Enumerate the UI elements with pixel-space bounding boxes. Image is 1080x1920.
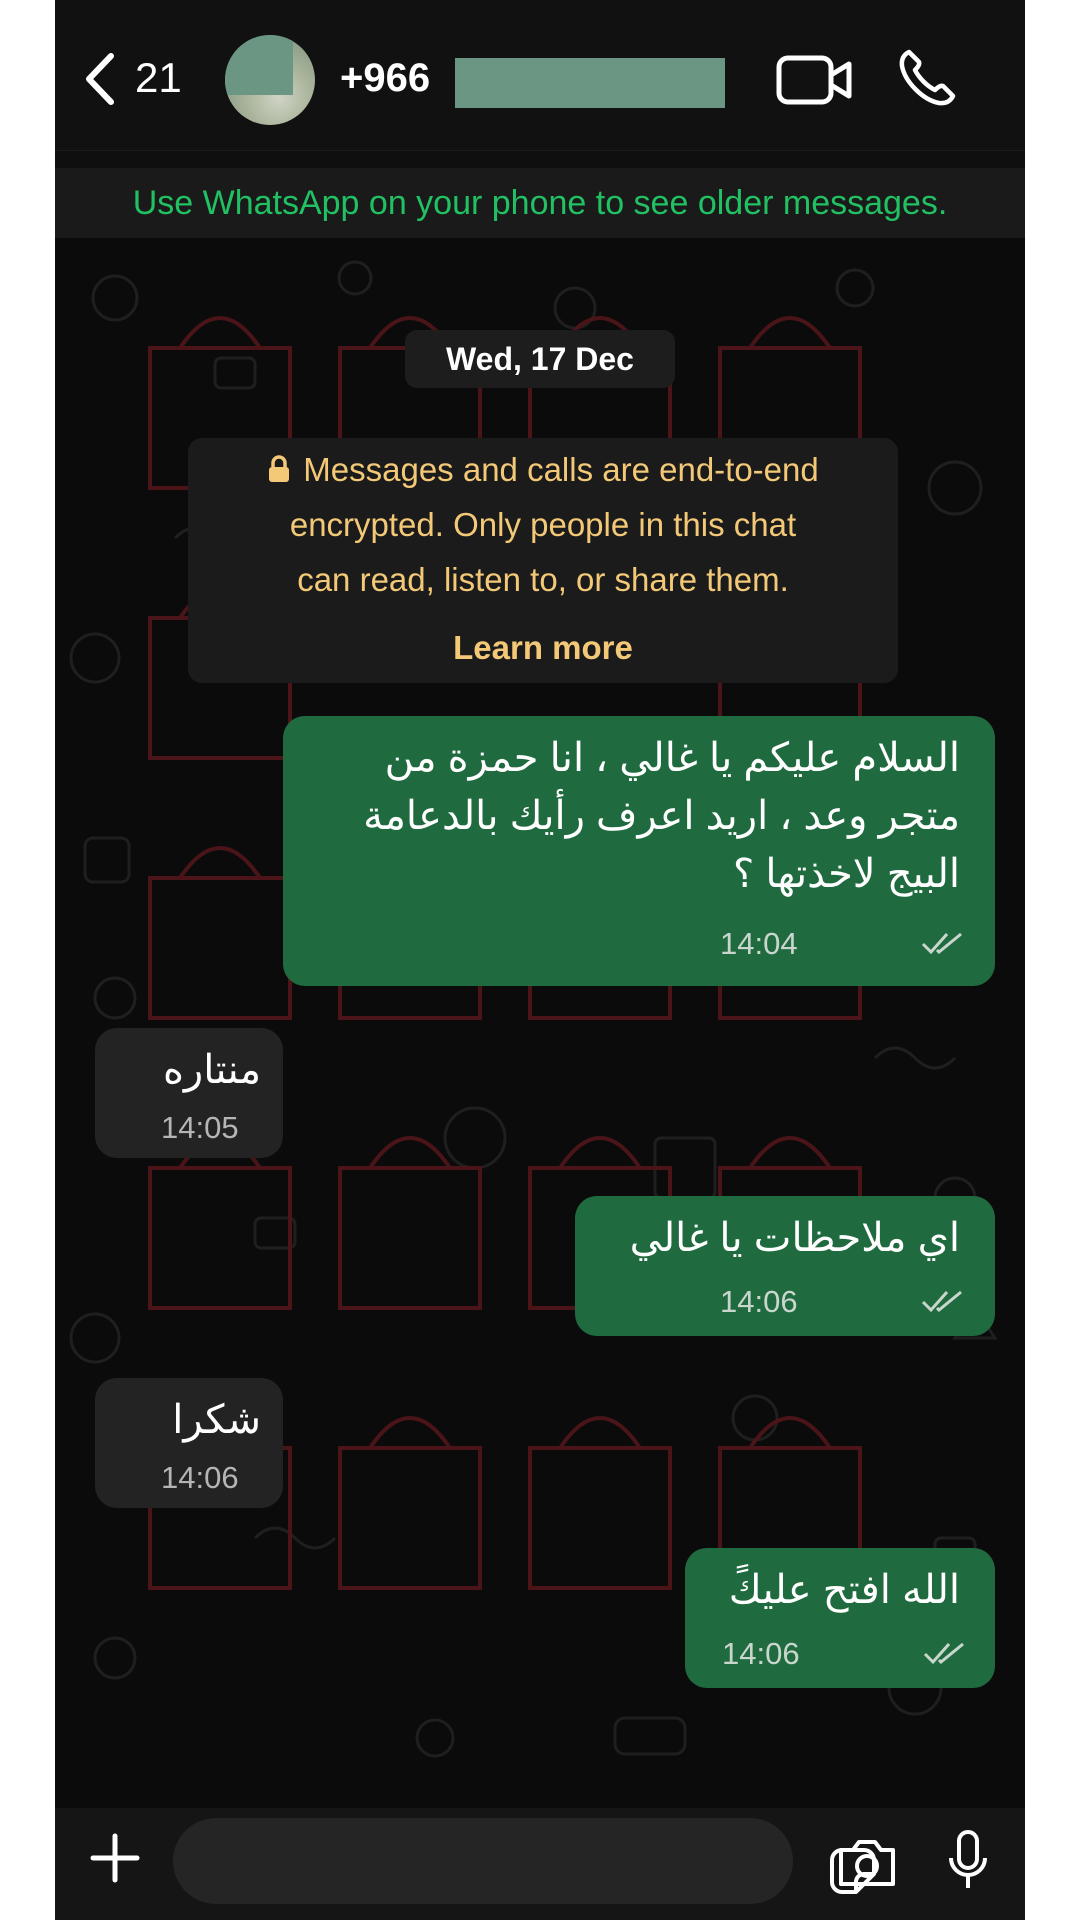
message-text: منتاره xyxy=(162,1048,261,1092)
learn-more-link[interactable]: Learn more xyxy=(453,629,633,666)
phone-icon xyxy=(895,46,959,110)
encryption-line-3: can read, listen to, or share them. xyxy=(297,561,789,598)
message-bubble-outgoing[interactable] xyxy=(283,716,995,986)
double-check-icon xyxy=(923,1638,969,1668)
message-text: شكرا xyxy=(172,1398,261,1442)
voice-call-button[interactable] xyxy=(895,46,959,110)
video-call-button[interactable] xyxy=(775,48,855,112)
attach-button[interactable] xyxy=(87,1830,143,1886)
encryption-line-1-text: Messages and calls are end-to-end xyxy=(303,451,819,488)
header-divider xyxy=(55,150,1025,169)
camera-icon xyxy=(835,1834,899,1890)
encryption-line-2: encrypted. Only people in this chat xyxy=(289,506,797,543)
older-messages-text: Use WhatsApp on your phone to see older messages. xyxy=(132,184,948,222)
microphone-icon xyxy=(945,1828,991,1894)
message-time: 14:06 xyxy=(722,1636,800,1671)
redacted-number xyxy=(455,58,725,108)
contact-number[interactable]: +966 xyxy=(340,56,431,100)
encryption-line-1 xyxy=(188,450,898,490)
message-input[interactable] xyxy=(173,1818,793,1904)
video-camera-icon xyxy=(775,48,855,112)
back-button[interactable] xyxy=(77,44,127,114)
message-text-line: البيج لاخذتها ؟ xyxy=(732,852,960,896)
plus-icon xyxy=(87,1830,143,1886)
message-bubble-incoming[interactable] xyxy=(95,1378,283,1508)
composer-bar xyxy=(55,1808,1025,1920)
unread-count[interactable]: 21 xyxy=(135,54,182,101)
lock-icon xyxy=(267,454,291,484)
message-time: 14:06 xyxy=(720,1284,798,1319)
message-bubble-outgoing[interactable] xyxy=(575,1196,995,1336)
older-messages-banner[interactable] xyxy=(55,168,1025,238)
microphone-button[interactable] xyxy=(945,1828,991,1894)
message-bubble-outgoing[interactable] xyxy=(685,1548,995,1688)
chevron-left-icon xyxy=(77,44,127,114)
message-time: 14:06 xyxy=(161,1460,239,1495)
chat-header xyxy=(55,0,1025,150)
message-bubble-incoming[interactable] xyxy=(95,1028,283,1158)
message-text-line: متجر وعد ، اريد اعرف رأيك بالدعامة xyxy=(363,794,960,838)
double-check-icon xyxy=(921,928,967,958)
message-time: 14:04 xyxy=(720,926,798,961)
chat-area[interactable] xyxy=(55,238,1025,1808)
date-separator: Wed, 17 Dec xyxy=(405,330,675,388)
double-check-icon xyxy=(921,1286,967,1316)
message-text-line: السلام عليكم يا غالي ، انا حمزة من xyxy=(384,736,960,780)
message-time: 14:05 xyxy=(161,1110,239,1145)
phone-screen xyxy=(55,0,1025,1920)
camera-button[interactable] xyxy=(835,1834,899,1890)
encryption-notice[interactable] xyxy=(188,438,898,683)
contact-avatar[interactable] xyxy=(225,35,315,125)
message-text: اي ملاحظات يا غالي xyxy=(629,1216,960,1260)
message-text: الله افتح عليكً xyxy=(728,1568,960,1612)
